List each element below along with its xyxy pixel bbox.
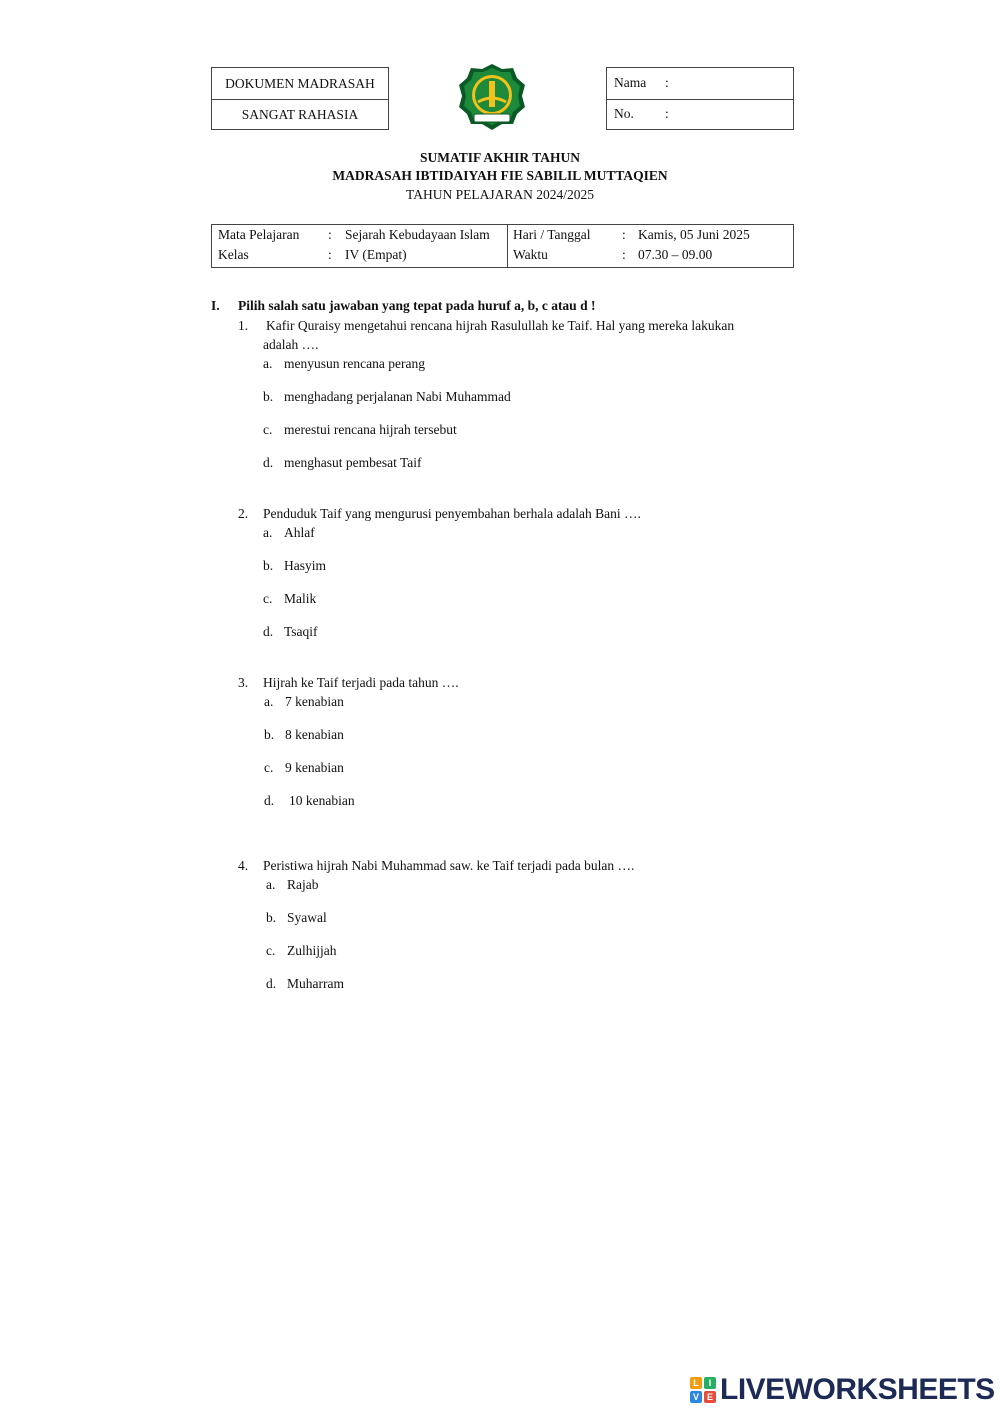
- document-label-box: [211, 67, 389, 130]
- option-letter: c.: [266, 943, 276, 958]
- time-label: Waktu: [513, 247, 548, 262]
- liveworksheets-watermark: [690, 1373, 995, 1407]
- option-text: Zulhijjah: [287, 943, 337, 958]
- question-text: Peristiwa hijrah Nabi Muhammad saw. ke Taif terjadi pada bulan ….: [263, 858, 635, 873]
- option-letter: c.: [264, 760, 274, 775]
- option-letter: d.: [263, 624, 274, 639]
- question-number: 2.: [238, 506, 249, 521]
- option-letter: b.: [266, 910, 277, 925]
- option-text: menyusun rencana perang: [284, 356, 425, 371]
- academic-year: TAHUN PELAJARAN 2024/2025: [406, 187, 594, 202]
- time-colon: :: [622, 247, 626, 262]
- option-letter: b.: [263, 389, 274, 404]
- option-letter: d.: [263, 455, 274, 470]
- exam-title: SUMATIF AKHIR TAHUN: [419, 150, 581, 165]
- madrasah-emblem-icon: [456, 62, 528, 132]
- option-letter: a.: [263, 525, 273, 540]
- option-letter: b.: [264, 727, 275, 742]
- question-text: Penduduk Taif yang mengurusi penyembahan berhala adalah Bani ….: [263, 506, 641, 521]
- section-number: I.: [211, 298, 220, 313]
- exam-info-table: [211, 224, 794, 268]
- option-text: menghadang perjalanan Nabi Muhammad: [284, 389, 511, 404]
- school-name: MADRASAH IBTIDAIYAH FIE SABILIL MUTTAQIEN: [332, 168, 668, 183]
- question-number: 4.: [238, 858, 249, 873]
- option-text: 8 kenabian: [285, 727, 344, 742]
- date-value: Kamis, 05 Juni 2025: [638, 227, 750, 242]
- subject-colon: :: [328, 227, 332, 242]
- option-letter: d.: [264, 793, 275, 808]
- option-text: Muharram: [287, 976, 344, 991]
- option-letter: b.: [263, 558, 274, 573]
- section-instruction: Pilih salah satu jawaban yang tepat pada huruf a, b, c atau d !: [238, 298, 596, 313]
- question-text-continued: adalah ….: [263, 337, 319, 352]
- option-text: Malik: [284, 591, 317, 606]
- option-text: 9 kenabian: [285, 760, 344, 775]
- class-value: IV (Empat): [345, 247, 407, 262]
- option-letter: a.: [266, 877, 276, 892]
- class-colon: :: [328, 247, 332, 262]
- option-letter: d.: [266, 976, 277, 991]
- option-text: Ahlaf: [284, 525, 315, 540]
- time-value: 07.30 – 09.00: [638, 247, 713, 262]
- class-label: Kelas: [218, 247, 249, 262]
- subject-value: Sejarah Kebudayaan Islam: [345, 227, 490, 242]
- option-text: merestui rencana hijrah tersebut: [284, 422, 457, 437]
- option-text: Tsaqif: [284, 624, 318, 639]
- number-label: No.: [614, 106, 634, 121]
- question-text: Hijrah ke Taif terjadi pada tahun ….: [263, 675, 459, 690]
- subject-label: Mata Pelajaran: [218, 227, 300, 242]
- option-text: menghasut pembesat Taif: [284, 455, 422, 470]
- option-text: 10 kenabian: [289, 793, 355, 808]
- confidential-label: SANGAT RAHASIA: [241, 107, 359, 122]
- date-colon: :: [622, 227, 626, 242]
- document-label: DOKUMEN MADRASAH: [225, 75, 375, 91]
- option-letter: a.: [264, 694, 274, 709]
- option-text: 7 kenabian: [285, 694, 344, 709]
- question-number: 3.: [238, 675, 249, 690]
- option-letter: c.: [263, 422, 273, 437]
- name-label: Nama: [614, 75, 647, 90]
- student-identity-box: [606, 67, 794, 130]
- option-text: Syawal: [287, 910, 327, 925]
- option-letter: a.: [263, 356, 273, 371]
- liveworksheets-wordmark: LIVEWORKSHEETS: [720, 1373, 995, 1406]
- question-text: Kafir Quraisy mengetahui rencana hijrah Rasulullah ke Taif. Hal yang mereka lakukan: [266, 318, 735, 333]
- date-label: Hari / Tanggal: [513, 227, 591, 242]
- option-letter: c.: [263, 591, 273, 606]
- option-text: Hasyim: [284, 558, 326, 573]
- name-colon: :: [665, 75, 669, 90]
- number-colon: :: [665, 106, 669, 121]
- liveworksheets-logo-icon: L I V E: [690, 1377, 716, 1403]
- option-text: Rajab: [287, 877, 319, 892]
- question-number: 1.: [238, 318, 249, 333]
